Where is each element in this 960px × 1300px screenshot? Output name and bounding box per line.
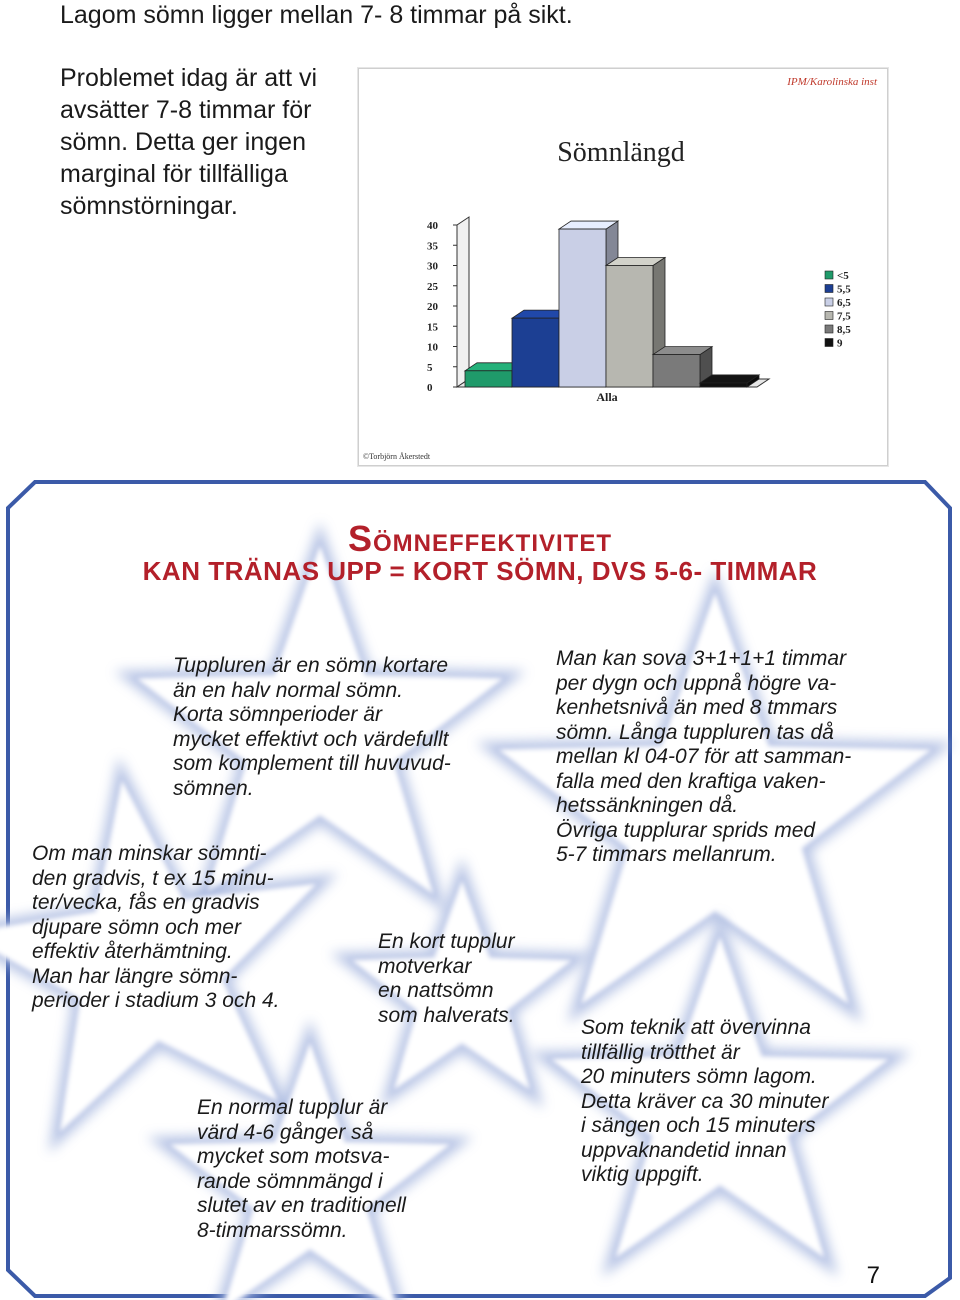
page-number: 7 (866, 1262, 880, 1289)
bar-front (700, 383, 747, 387)
legend-swatch (825, 271, 833, 279)
legend-swatch (825, 285, 833, 293)
legend-swatch (825, 312, 833, 320)
y-tick-label: 15 (427, 321, 438, 334)
chart-canvas (359, 69, 887, 465)
legend-label: 7,5 (837, 310, 851, 323)
note-sova-3111: Man kan sova 3+1+1+1 timmar per dygn och uppnå högre va- kenhetsnivå än med 8 tmmars sömn. Långa tuppluren tas då mellan kl 04-07 för att samman- falla med den kraftiga vaken- hetssänkningen då. Övriga tupplurar sprids med 5-7 timmars mellanrum. (556, 647, 852, 866)
legend-swatch (825, 339, 833, 347)
legend-swatch (825, 298, 833, 306)
legend-label: <5 (837, 270, 849, 282)
chart-legend (825, 270, 851, 350)
y-tick-label: 20 (427, 301, 438, 313)
y-tick-label: 25 (427, 280, 438, 293)
chart-source-label: IPM/Karolinska inst (787, 76, 877, 88)
x-category-label: Alla (596, 390, 618, 404)
panel-heading: SÖMNEFFEKTIVITET (347, 518, 612, 559)
y-tick-label: 35 (427, 240, 438, 253)
chart-bars (465, 221, 759, 387)
bar-front (465, 371, 512, 387)
bar-front (512, 318, 559, 387)
note-tupplur-halv-somn: Tuppluren är en sömn kortare än en halv normal sömn. Korta sömnperioder är mycket effektivt och värdefullt som komplement till huvuvud- sömnen. (173, 654, 451, 800)
note-minska-somntid: Om man minskar sömnti- den gradvis, t ex 15 minu- ter/vecka, fås en gradvis djupare sömn och mer effektiv återhämtning. Man har längre sömn- perioder i stadium 3 och 4. (32, 842, 280, 1012)
bar-front (559, 229, 606, 387)
axis-wall (457, 217, 469, 387)
note-kort-tupplur: En kort tupplur motverkar en nattsömn som halverats. (378, 930, 515, 1027)
y-tick-label: 40 (427, 220, 438, 232)
sleep-length-chart (358, 68, 888, 466)
heading-rest: ÖMNEFFEKTIVITET (373, 530, 612, 557)
summary-line: Lagom sömn ligger mellan 7- 8 timmar på sikt. (60, 1, 573, 29)
chart-title: Sömnlängd (557, 137, 685, 168)
bar-front (653, 355, 700, 387)
bar-front (606, 266, 653, 388)
y-tick-label: 10 (427, 341, 438, 354)
y-tick-label: 0 (427, 382, 433, 394)
chart-copyright: ©Torbjörn Åkerstedt (363, 452, 431, 461)
panel-subheading: KAN TRÄNAS UPP = KORT SÖMN, DVS 5-6- TIMMAR (142, 556, 818, 586)
legend-swatch (825, 325, 833, 333)
note-normal-tupplur: En normal tupplur är värd 4-6 gånger så mycket som motsva- rande sömnmängd i slutet av en traditionell 8-timmarssömn. (197, 1096, 406, 1242)
intro-paragraph: Problemet idag är att vi avsätter 7-8 timmar för sömn. Detta ger ingen marginal för tillfälliga sömnstörningar. (60, 64, 318, 220)
note-teknik-trotthet: Som teknik att övervinna tillfällig trötthet är 20 minuters sömn lagom. Detta kräver ca 30 minuter i sängen och 15 minuters uppvaknandetid innan viktig uppgift. (581, 1016, 829, 1186)
y-tick-label: 5 (427, 361, 433, 374)
y-tick-label: 30 (427, 260, 438, 273)
legend-label: 8,5 (837, 324, 851, 336)
bar-6 (700, 375, 759, 387)
legend-label: 9 (837, 337, 843, 350)
legend-label: 6,5 (837, 297, 851, 309)
legend-label: 5,5 (837, 283, 851, 296)
